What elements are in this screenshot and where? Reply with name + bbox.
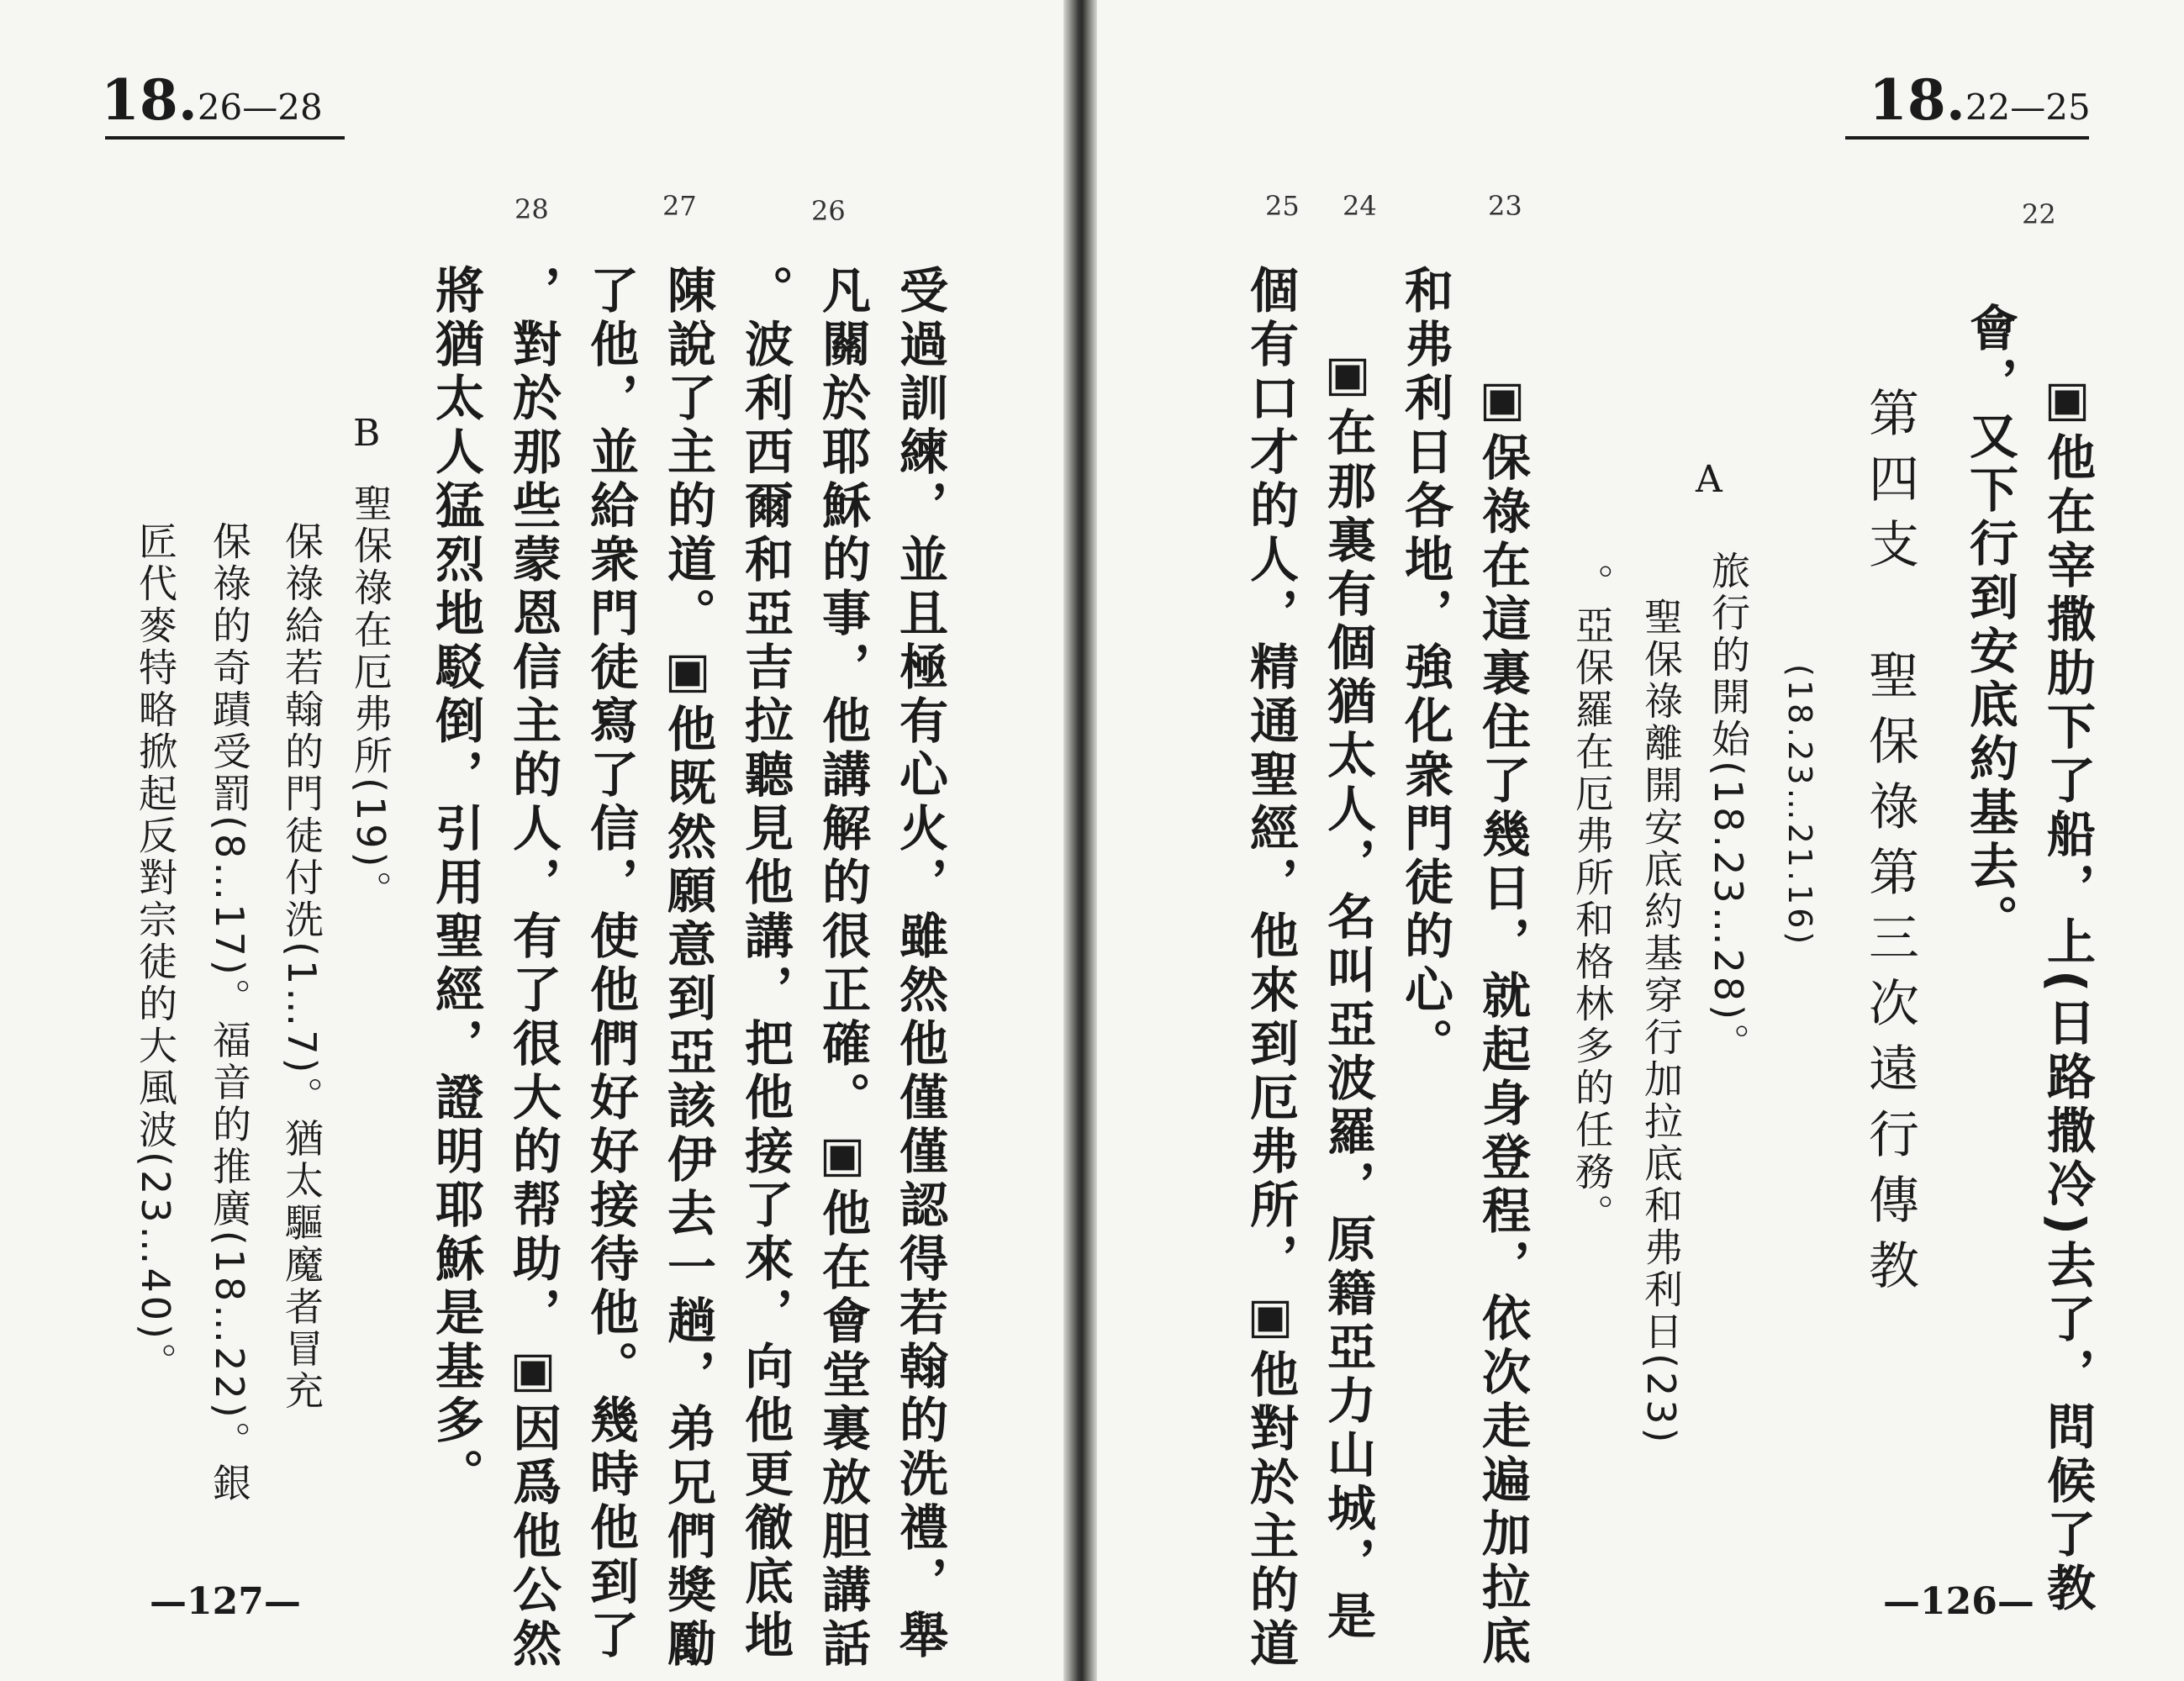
summary-line: 保祿給若翰的門徒付洗(1…7)。猶太驅魔者冒充 bbox=[279, 521, 324, 1413]
summary-line: 匠代麥特略掀起反對宗徒的大風波(23…40)。 bbox=[133, 521, 178, 1384]
verse-number: 23 bbox=[1488, 190, 1522, 222]
summary-line: 。亞保羅在厄弗所和格林多的任務。 bbox=[1569, 563, 1615, 1236]
chapter-heading: 第四支 聖保祿第三次遠行傳教 bbox=[1860, 387, 1919, 1304]
verse-number: 26 bbox=[811, 195, 846, 227]
text-column: 會，又下行到安底約基去。 bbox=[1961, 303, 2018, 948]
section-letter: A bbox=[1696, 458, 1722, 501]
left-header bbox=[101, 67, 323, 133]
right-header-rule bbox=[1845, 136, 2089, 140]
summary-line: 聖保祿離開安底約基穿行加拉底和弗利日(23) bbox=[1638, 597, 1684, 1447]
left-header-chapter: 18. bbox=[101, 67, 198, 133]
section-title: 聖保祿在厄弗所(19)。 bbox=[348, 483, 393, 913]
heading-reference: (18.23…21.16) bbox=[1781, 664, 1818, 948]
section-letter: B bbox=[353, 412, 381, 455]
book-gutter bbox=[1063, 0, 1097, 1681]
text-column: ，對於那些蒙恩信主的人，有了很大的帮助，▣因爲他公然 bbox=[504, 265, 562, 1672]
text-column: 受過訓練，並且極有心火，雖然他僅僅認得若翰的洗禮，舉 bbox=[891, 265, 948, 1663]
left-page bbox=[0, 0, 1063, 1681]
text-column: 。波利西爾和亞吉拉聽見他講，把他接了來，向他更徹底地 bbox=[736, 265, 794, 1663]
text-column: 個有口才的人，精通聖經，他來到厄弗所，▣他對於主的道 bbox=[1242, 265, 1299, 1672]
right-header bbox=[1869, 67, 2091, 133]
page-number: —127— bbox=[150, 1580, 301, 1623]
left-header-rule bbox=[105, 136, 345, 140]
verse-number: 22 bbox=[2022, 198, 2056, 230]
text-column: 和弗利日各地，強化衆門徒的心。 bbox=[1396, 265, 1453, 1072]
text-column: ▣他在宰撒肋下了船，上(日路撒冷)去了，問候了教 bbox=[2039, 370, 2096, 1617]
text-column: 凡關於耶穌的事，他講解的很正確。▣他在會堂裏放胆講話 bbox=[814, 265, 871, 1672]
left-header-verses: 26—28 bbox=[197, 87, 323, 128]
text-column: 了他，並給衆門徒寫了信，使他們好好接待他。幾時他到了 bbox=[582, 265, 639, 1663]
verse-number: 28 bbox=[514, 193, 549, 225]
right-page bbox=[1097, 0, 2184, 1681]
right-header-chapter: 18. bbox=[1869, 67, 1965, 133]
section-title: 旅行的開始(18.23…28)。 bbox=[1706, 551, 1751, 1066]
verse-number: 25 bbox=[1265, 190, 1300, 222]
text-column: 將猶太人猛烈地駁倒，引用聖經，證明耶穌是基多。 bbox=[427, 265, 484, 1502]
verse-number: 24 bbox=[1343, 190, 1377, 222]
right-header-verses: 22—25 bbox=[1965, 87, 2091, 128]
summary-line: 保祿的奇蹟受罰(8…17)。福音的推廣(18…22)。銀 bbox=[207, 521, 252, 1505]
verse-number: 27 bbox=[662, 190, 697, 222]
text-column: ▣保祿在這裏住了幾日，就起身登程，依次走遍加拉底 bbox=[1474, 370, 1531, 1669]
text-column: ▣在那裏有個猶太人，名叫亞波羅，原籍亞力山城，是 bbox=[1319, 345, 1376, 1644]
page-number: —126— bbox=[1883, 1580, 2034, 1623]
text-column: 陳說了主的道。▣他既然願意到亞該伊去一趟，弟兄們獎勵 bbox=[659, 265, 716, 1672]
